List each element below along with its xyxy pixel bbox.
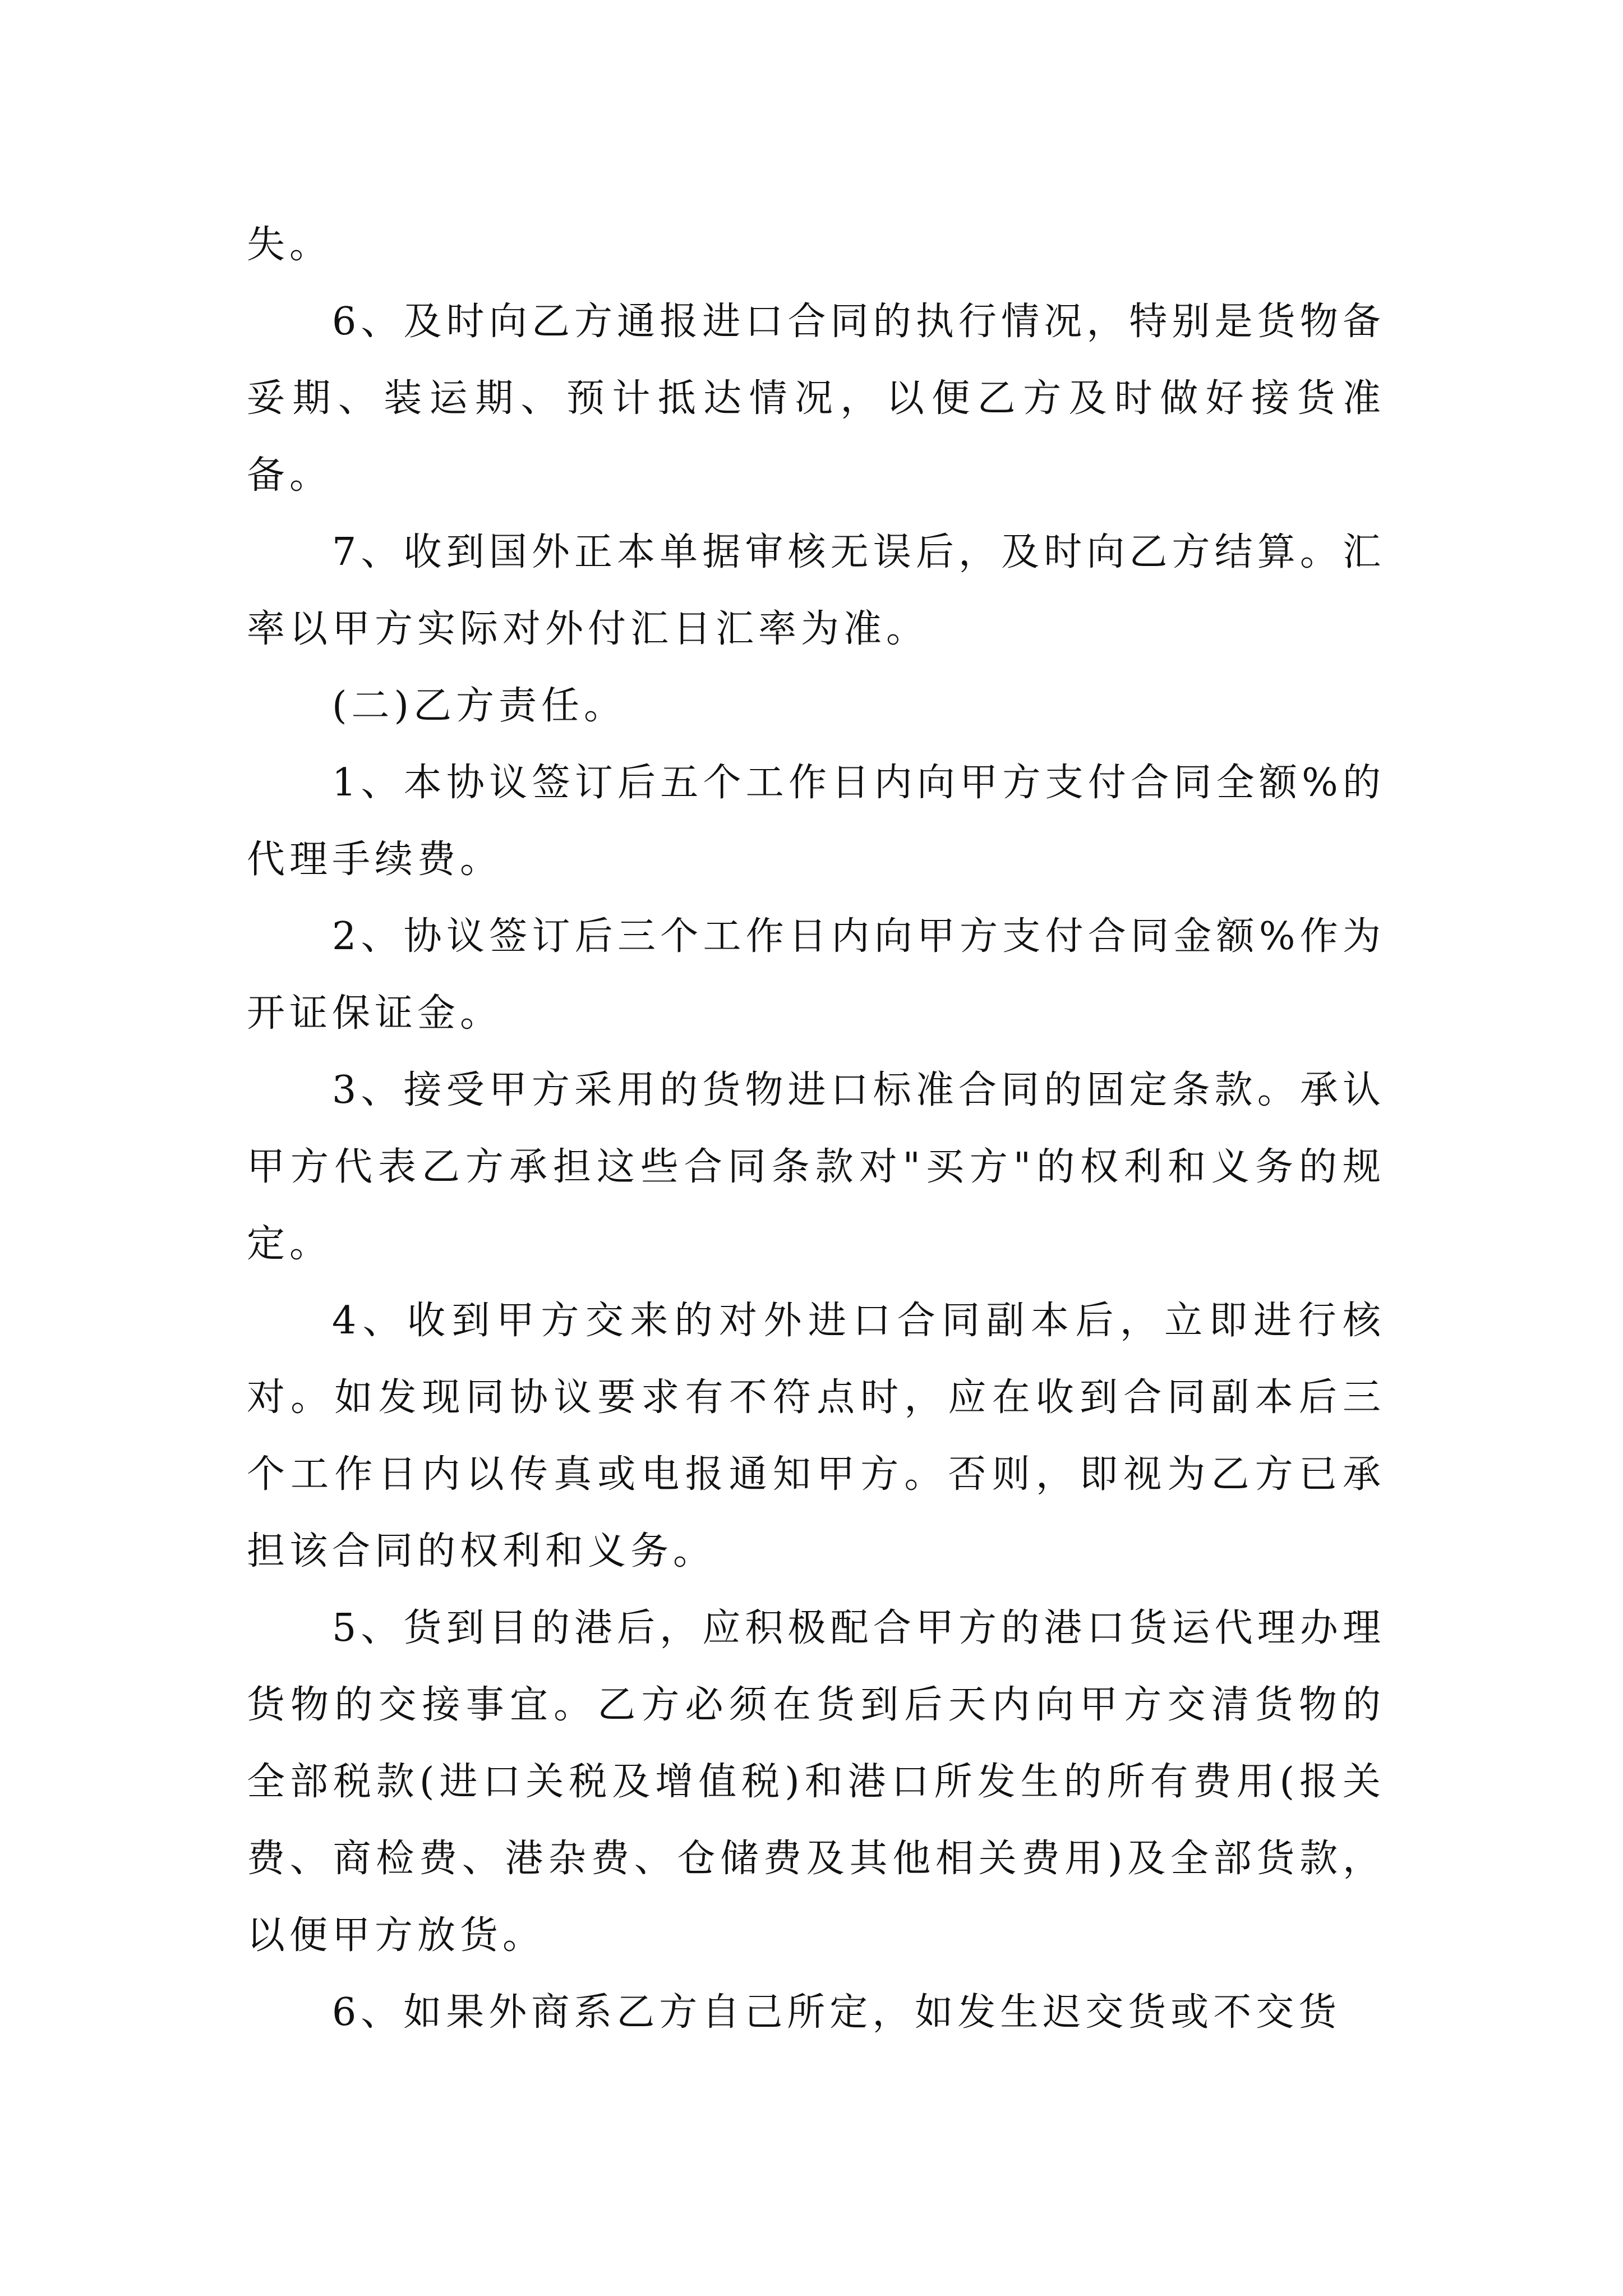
paragraph-clause-4-verify: 4、收到甲方交来的对外进口合同副本后，立即进行核对。如发现同协议要求有不符点时，应在收到合同副本后三个工作日内以传真或电报通知甲方。否则，即视为乙方已承担该合同的权利和义务。 bbox=[247, 1299, 1385, 1573]
paragraph-continuation: 失。 bbox=[247, 223, 333, 267]
paragraph-clause-2-deposit: 2、协议签订后三个工作日内向甲方支付合同金额%作为开证保证金。 bbox=[247, 914, 1385, 1036]
paragraph-clause-1-fee: 1、本协议签订后五个工作日内向甲方支付合同全额%的代理手续费。 bbox=[247, 761, 1385, 882]
paragraph-clause-6-supplier: 6、如果外商系乙方自己所定，如发生迟交货或不交货 bbox=[332, 1990, 1341, 2035]
paragraph-clause-6-notify: 6、及时向乙方通报进口合同的执行情况，特别是货物备妥期、装运期、预计抵达情况，以便乙方及时做好接货准备。 bbox=[247, 300, 1385, 498]
paragraph-clause-5-port: 5、货到目的港后，应积极配合甲方的港口货运代理办理货物的交接事宜。乙方必须在货到后天内向甲方交清货物的全部税款(进口关税及增值税)和港口所发生的所有费用(报关费、商检费、港杂费、仓储费及其他相关费用)及全部货款，以便甲方放货。 bbox=[247, 1606, 1385, 1958]
paragraph-clause-7-settlement: 7、收到国外正本单据审核无误后，及时向乙方结算。汇率以甲方实际对外付汇日汇率为准。 bbox=[247, 530, 1385, 651]
document-body bbox=[247, 206, 1385, 2051]
section-heading-party-b: (二)乙方责任。 bbox=[332, 684, 627, 728]
paragraph-clause-3-terms: 3、接受甲方采用的货物进口标准合同的固定条款。承认甲方代表乙方承担这些合同条款对"买方"的权利和义务的规定。 bbox=[247, 1068, 1385, 1266]
